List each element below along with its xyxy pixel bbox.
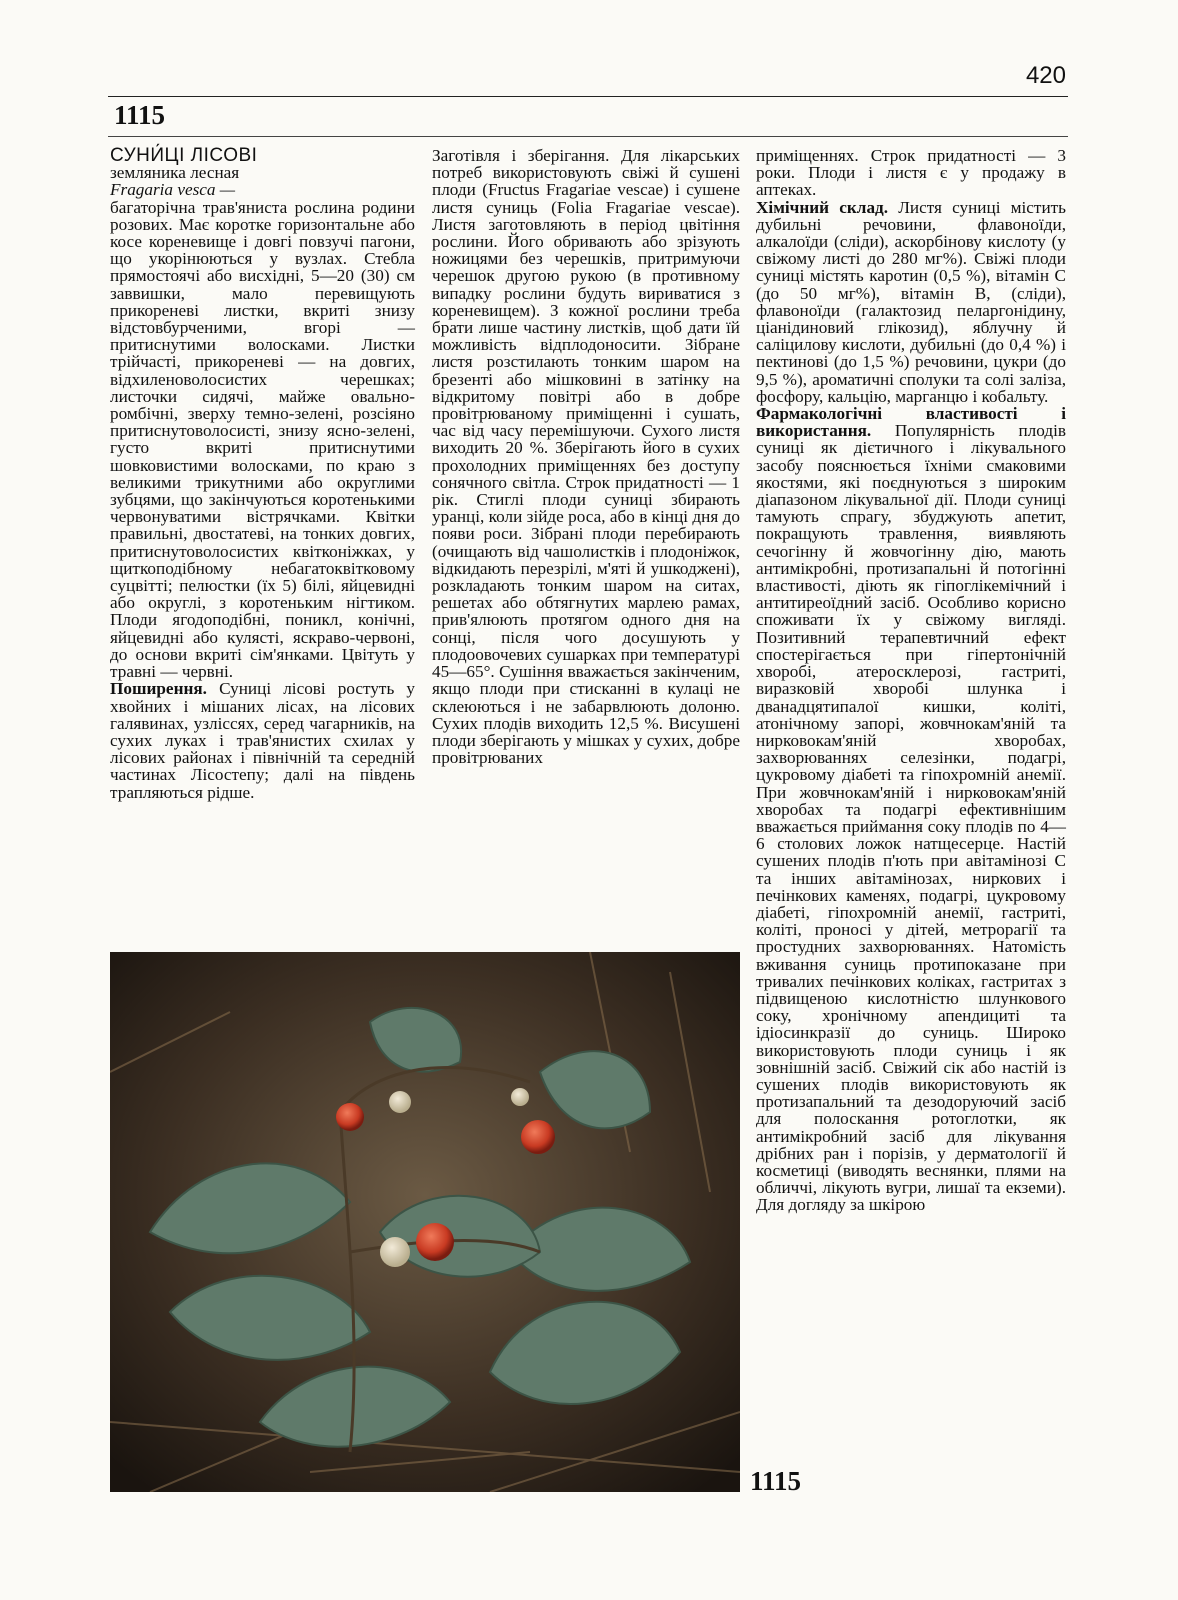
column-1 bbox=[110, 147, 415, 801]
pharmacology-text: Популярність плодів суниці як дієтичного і лікувального засобу пояснюється їхніми смаковими якостями, які поєднуються з широким діапазоном лікувальної дії. Плоди суниці тамують спрагу, збуджують апетит, покращують травлення, виявляють сечогінну й жовчогінну дію, мають антимікробні, протизапальні й потогінні властивості, діють як гіпоглікемічний і антитиреоїдний засіб. Особливо корисно споживати їх у свіжому вигляді. Позитивний терапевтичний ефект спостерігається при гіпертонічній хворобі, атеросклерозі, гастриті, виразковій хворобі шлунка і дванадцятипалої кишки, коліті, атонічному запорі, жовчнокам'яній та нирковокам'яній хворобах, захворюваннях селезінки, подагрі, цукровому діабеті та гіпохромній анемії. При жовчнокам'яній і нирковокам'яній хворобах та подагрі ефективнішим вважається приймання соку плодів по 4—6 столових ложок натщесерце. Настій сушених плодів п'ють при авітамінозі С та інших авітамінозах, ниркових і печінкових каменях, подагрі, цукровому діабеті, гіпохромній анемії, гастриті, коліті, проносі у дітей, метрорагії та простудних захворюваннях. Натомість вживання суниць протипоказане при тривалих печінкових коліках, гастритах з підвищеною кислотністю шлункового соку, хронічному апендициті та ідіосинкразії до суниць. Широко використовують плоди суниць і як зовнішній засіб. Свіжий сік або настій із сушених плодів використовують як протизапальний та дезодоруючий засіб для полоскання ротоглотки, як антимікробний засіб для лікування дрібних ран і порізів, у дерматології й косметиці (виводять веснянки, плями на обличчі, лікують вугри, лишаї та екземи). Для догляду за шкірою bbox=[756, 421, 1066, 1215]
distribution-heading: Поширення. bbox=[110, 679, 207, 699]
column-2 bbox=[432, 147, 740, 766]
entry-rule bbox=[108, 136, 1068, 137]
chemistry-text: Листя суниці містить дубильні речовини, флавоноїди, алкалоїди (сліди), аскорбінову кислоту (у свіжому листі до 280 мг%). Свіжі плоди суниці містять каротин (0,5 %), вітамін С (до 50 мг%), вітамін В, (сліди), флавоноїди (галактозид пеларгонідину, ціанідиновий глікозид), яблучну й саліцилову кислоти, дубильні (до 0,4 %) і пектинові (до 1,5 %) речовини, цукри (до 9,5 %), ароматичні сполуки та солі заліза, фосфору, кальцію, марганцю і кобальту. bbox=[756, 197, 1066, 406]
strawberry-plant-photo bbox=[110, 952, 740, 1492]
storage-text: приміщеннях. Строк придатності — 3 роки. Плоди і листя є у продажу в аптеках. bbox=[756, 146, 1066, 200]
harvest-heading: Заготівля і зберігання. bbox=[432, 146, 610, 165]
description-text: багаторічна трав'яниста рослина родини розових. Має коротке горизонтальне або косе кореневище і довгі повзучі пагони, що укорінюються у вузлах. Стебла прямостоячі або висхідні, 5—20 (30) см заввишки, мало перевищують прикореневі листки, вкриті знизу відстовбурченими, вгорі — притиснутими волосками. Листки трійчасті, прикореневі — на довгих, відхиленоволосистих черешках; листочки сидячі, майже овально-ромбічні, зверху темно-зелені, розсіяно притиснутоволосисті, знизу ясно-зелені, густо вкриті притиснутими шовковистими волосками, по краю з великими трикутними або округлими зубцями, що закінчуються коротенькими червонуватими вістрячками. Квітки правильні, двостатеві, на тонких довгих, притиснутоволосистих квітконіжках, у щиткоподібному небагатоквітковому суцвітті; пелюстки (їх 5) білі, яйцевидні або округлі, з коротеньким нігтиком. Плоди ягодоподібні, поникл, конічні, яйцевидні або кулясті, яскраво-червоні, до основи вкриті сім'янками. Цвітуть у травні — червні. bbox=[110, 197, 415, 682]
page-number: 420 bbox=[1025, 62, 1066, 89]
pharmacology-heading: Фармакологічні властивості і використання. bbox=[756, 404, 1066, 441]
russian-name: земляника лесная bbox=[110, 163, 240, 183]
harvest-text: Для лікарських потреб використовують свіжі й сушені плоди (Fructus Fragariae vescae) і сушене листя суниць (Folia Fragariae vescae). Листя заготовляють в період цвітіння рослини. Його обривають або зрізують ножицями без черешків, притримуючи черешок другою рукою (в противному випадку рослини будуть вириватися з кореневищем). З кожної рослини треба брати лише частину листків, щоб дати їй можливість відплодоносити. Зібране листя розстилають тонким шаром на брезенті або мішковині в затінку на відкритому повітрі або в добре провітрюваному приміщенні і сушать, час від часу перемішуючи. Сухого листя виходить 20 %. Зберігають його в сухих прохолодних приміщеннях без доступу сонячного світла. Строк придатності — 1 рік. Стиглі плоди суниці збирають уранці, коли зійде роса, або в кінці дня до появи роси. Зібрані плоди перебирають (очищають від чашолистків і плодоніжок, відкидають перезрілі, м'яті й ушкоджені), розкладають тонким шаром на ситах, решетах або обтягнутих марлею рамах, прив'ялюють протягом одного дня на сонці, після чого досушують у плодоовочевих сушарках при температурі 45—65°. Сушіння вважається закінченим, якщо плоди при стисканні в кулаці не склеюються і не забарвлюють долоню. Сухих плодів виходить 12,5 %. Висушені плоди зберігають у мішках у сухих, добре провітрюваних bbox=[432, 146, 740, 768]
chemistry-heading: Хімічний склад. bbox=[756, 197, 889, 217]
entry-title: СУНИ́ЦІ ЛІСОВІ bbox=[110, 145, 258, 166]
distribution-text: Суниці лісові ростуть у хвойних і мішаних лісах, на лісових галявинах, узліссях, серед чагарників, на сухих луках і трав'янистих схилах у лісових районах і північній та середній частинах Лісостепу; далі на південь трапляються рідше. bbox=[110, 679, 415, 802]
entry-number-bottom: 1115 bbox=[750, 1466, 802, 1496]
column-3 bbox=[756, 147, 1066, 1214]
entry-number-top: 1115 bbox=[114, 100, 166, 130]
header-rule bbox=[108, 96, 1068, 97]
latin-name: Fragaria vesca — bbox=[110, 180, 236, 200]
